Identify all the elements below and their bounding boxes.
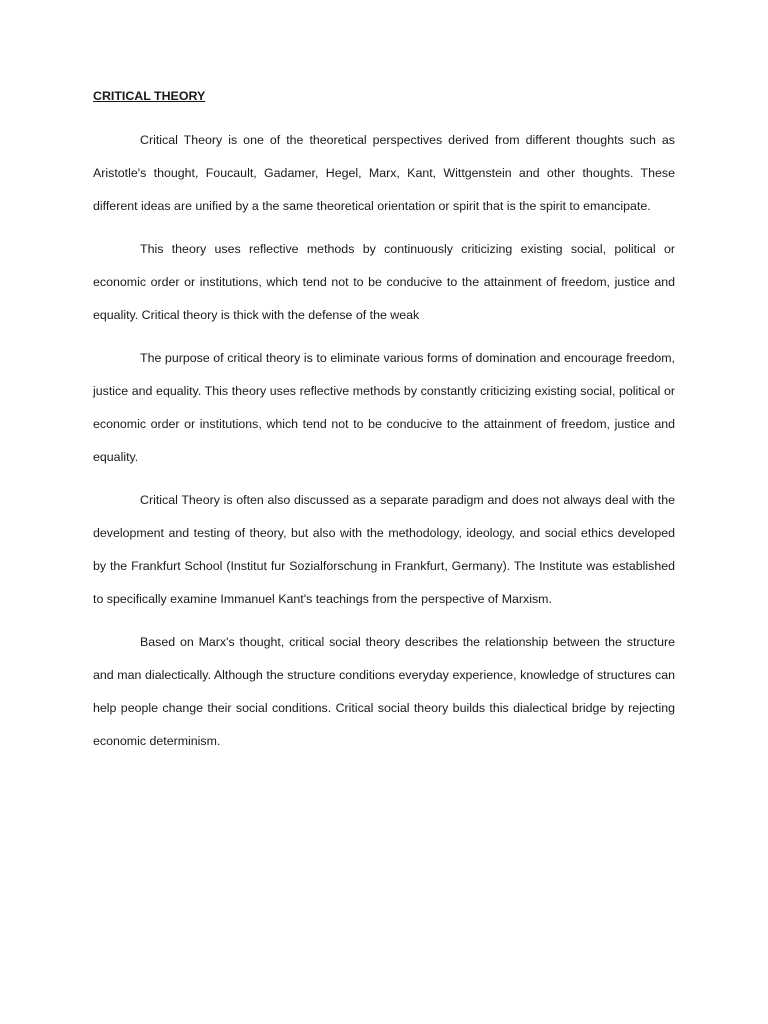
document-title: CRITICAL THEORY [93, 89, 206, 103]
paragraph-1: Critical Theory is one of the theoretical perspectives derived from different thoughts such as Aristotle's thought, Foucault, Gadamer, Hegel, Marx, Kant, Wittgenstein and other thoughts. These different ideas are unified by a the same theoretical orientation or spirit that is the spirit to emancipate. [93, 133, 675, 213]
paragraph-3: The purpose of critical theory is to eliminate various forms of domination and encourage freedom, justice and equality. This theory uses reflective methods by constantly criticizing existing social, political or economic order or institutions, which tend not to be conducive to the attainment of freedom, justice and equality. [93, 351, 675, 464]
paragraph-2: This theory uses reflective methods by continuously criticizing existing social, political or economic order or institutions, which tend not to be conducive to the attainment of freedom, justice and equality. Critical theory is thick with the defense of the weak [93, 242, 675, 322]
paragraph-4: Critical Theory is often also discussed as a separate paradigm and does not always deal with the development and testing of theory, but also with the methodology, ideology, and social ethics developed by the Frankfurt School (Institut fur Sozialforschung in Frankfurt, Germany). The Institute was established to specifically examine Immanuel Kant's teachings from the perspective of Marxism. [93, 493, 675, 606]
paragraph-5: Based on Marx's thought, critical social theory describes the relationship between the structure and man dialectically. Although the structure conditions everyday experience, knowledge of structures can help people change their social conditions. Critical social theory builds this dialectical bridge by rejecting economic determinism. [93, 635, 675, 748]
